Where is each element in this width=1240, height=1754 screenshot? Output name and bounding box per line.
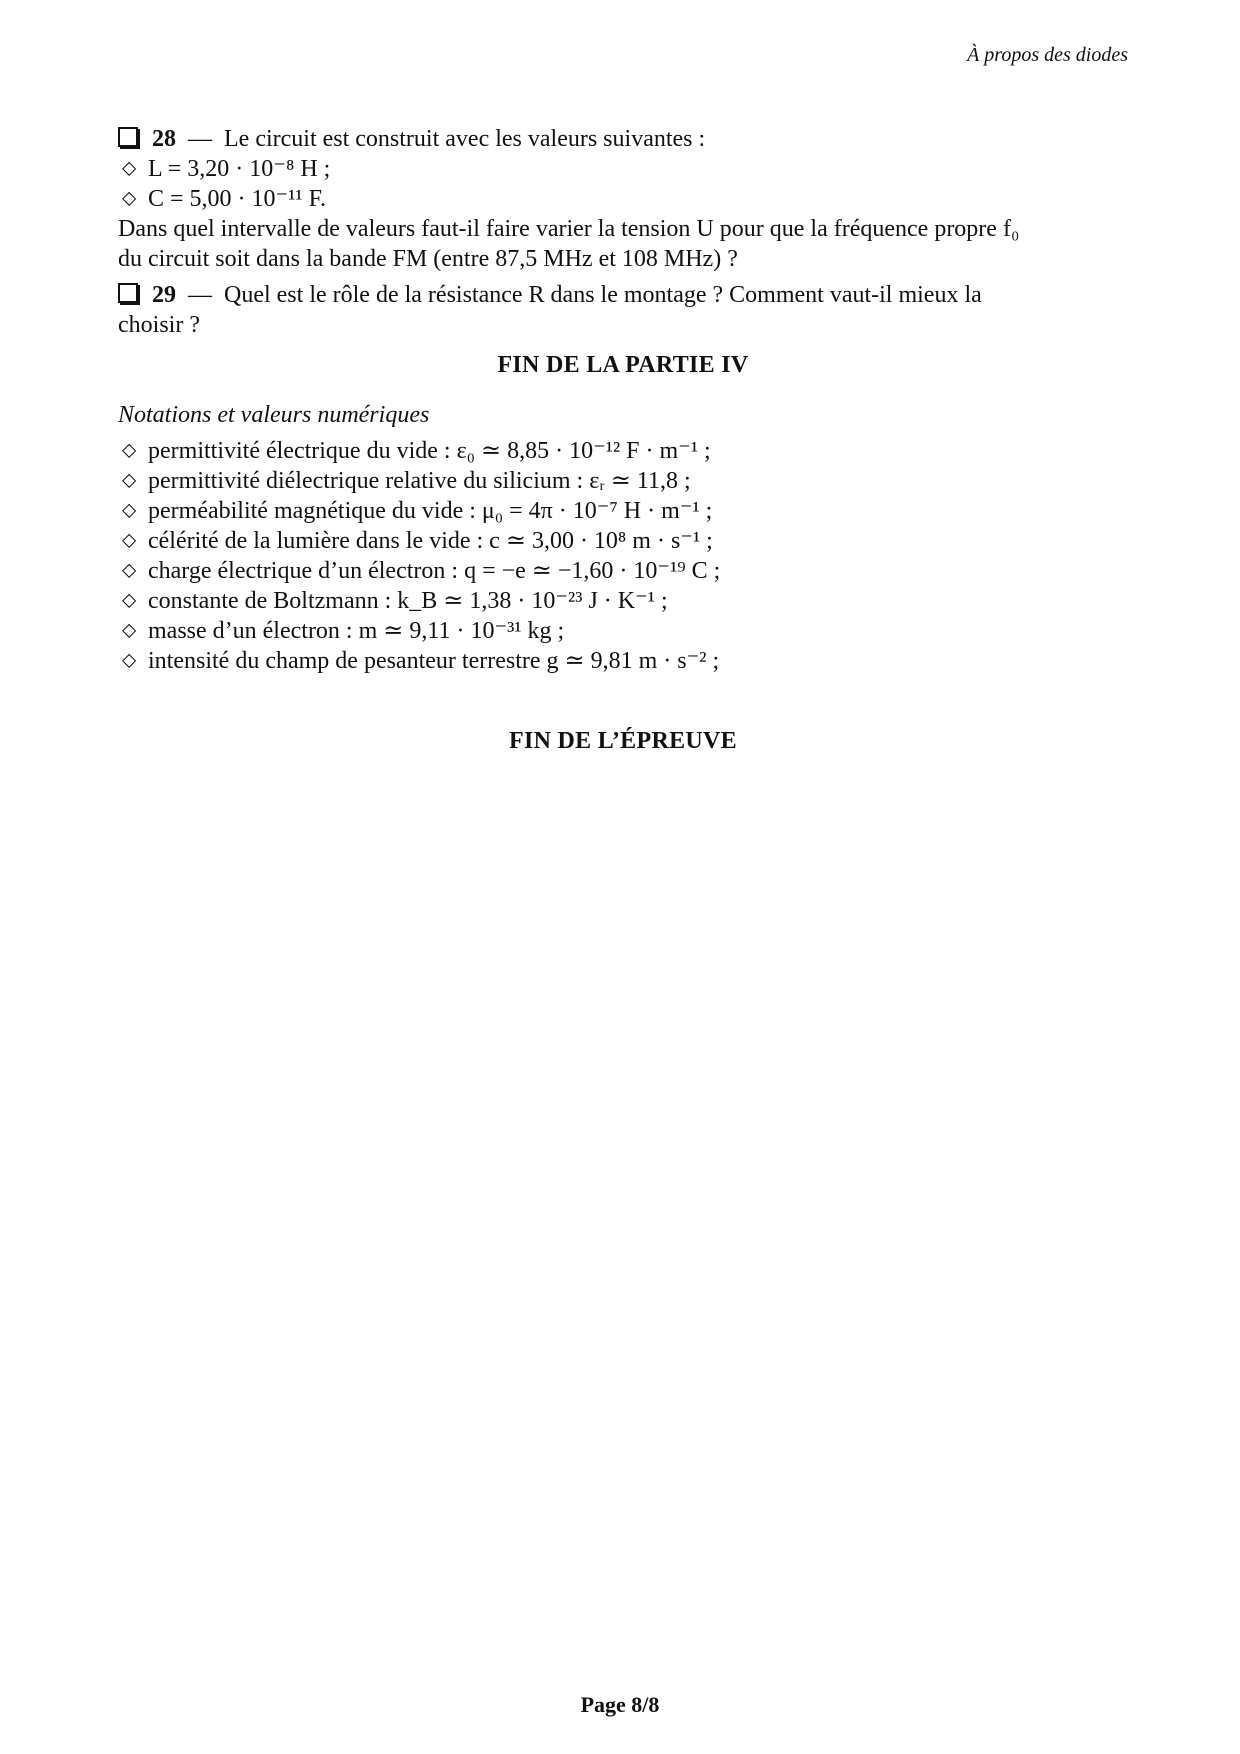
- checkbox-icon: [118, 283, 138, 303]
- list-item-text: L = 3,20 · 10⁻⁸ H ;: [148, 156, 331, 182]
- list-item-text: permittivité diélectrique relative du silicium : εᵣ ≃ 11,8 ;: [148, 468, 691, 494]
- list-item-text: constante de Boltzmann : k_B ≃ 1,38 · 10⁻²³ J · K⁻¹ ;: [148, 588, 668, 614]
- end-of-part-title: FIN DE LA PARTIE IV: [497, 352, 749, 378]
- question-text: Le circuit est construit avec les valeurs suivantes :: [224, 126, 706, 152]
- diamond-bullet-icon: [122, 504, 136, 518]
- list-item-text: charge électrique d’un électron : q = −e ≃ −1,60 · 10⁻¹⁹ C ;: [148, 558, 721, 584]
- end-of-exam-title: FIN DE L’ÉPREUVE: [509, 728, 737, 754]
- diamond-bullet-icon: [122, 474, 136, 488]
- diamond-bullet-icon: [122, 594, 136, 608]
- question-28: [118, 124, 1128, 154]
- diamond-bullet-icon: [122, 564, 136, 578]
- page-content: [118, 124, 1128, 756]
- list-item-text: intensité du champ de pesanteur terrestre g ≃ 9,81 m · s⁻² ;: [148, 648, 720, 674]
- diamond-bullet-icon: [122, 534, 136, 548]
- list-item-text: permittivité électrique du vide : ε₀ ≃ 8,85 · 10⁻¹² F · m⁻¹ ;: [148, 438, 711, 464]
- list-item: [118, 466, 1128, 496]
- list-item: [118, 436, 1128, 466]
- em-dash: —: [188, 282, 212, 308]
- question-29: [118, 280, 1128, 310]
- diamond-bullet-icon: [122, 192, 136, 206]
- question-28-body-line-1: Dans quel intervalle de valeurs faut-il faire varier la tension U pour que la fréquence propre f₀: [118, 216, 1020, 242]
- list-item-text: masse d’un électron : m ≃ 9,11 · 10⁻³¹ kg ;: [148, 618, 565, 644]
- question-number: 29: [152, 282, 176, 308]
- notations-list: [118, 436, 1128, 676]
- list-item-text: perméabilité magnétique du vide : μ₀ = 4π · 10⁻⁷ H · m⁻¹ ;: [148, 498, 713, 524]
- list-item: [118, 556, 1128, 586]
- list-item: [118, 496, 1128, 526]
- diamond-bullet-icon: [122, 162, 136, 176]
- question-text: Quel est le rôle de la résistance R dans le montage ? Comment vaut-il mieux la: [224, 282, 982, 308]
- diamond-bullet-icon: [122, 624, 136, 638]
- list-item-text: célérité de la lumière dans le vide : c ≃ 3,00 · 10⁸ m · s⁻¹ ;: [148, 528, 713, 554]
- list-item: [118, 184, 1128, 214]
- list-item: [118, 646, 1128, 676]
- list-item-text: C = 5,00 · 10⁻¹¹ F.: [148, 186, 327, 212]
- diamond-bullet-icon: [122, 654, 136, 668]
- checkbox-icon: [118, 127, 138, 147]
- question-29-continuation: choisir ?: [118, 312, 200, 338]
- list-item: [118, 526, 1128, 556]
- list-item: [118, 616, 1128, 646]
- running-header: À propos des diodes: [967, 44, 1128, 66]
- diamond-bullet-icon: [122, 444, 136, 458]
- notations-title: Notations et valeurs numériques: [118, 402, 430, 428]
- question-28-body-line-2: du circuit soit dans la bande FM (entre 87,5 MHz et 108 MHz) ?: [118, 246, 738, 272]
- page-number: Page 8/8: [580, 1692, 660, 1717]
- list-item: [118, 586, 1128, 616]
- question-number: 28: [152, 126, 176, 152]
- list-item: [118, 154, 1128, 184]
- em-dash: —: [188, 126, 212, 152]
